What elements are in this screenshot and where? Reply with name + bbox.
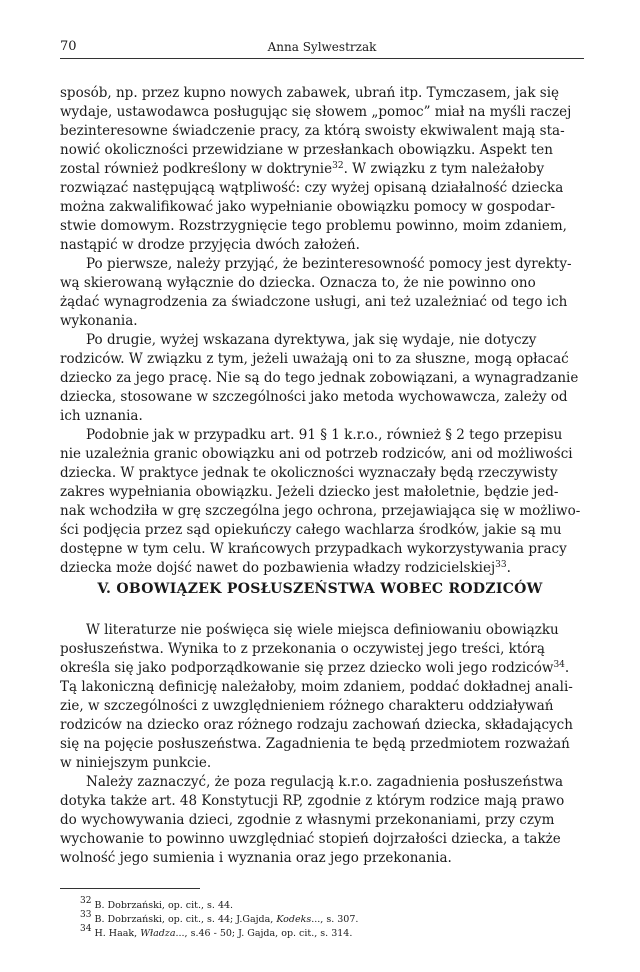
footnote-title: Kodeks: [276, 914, 312, 925]
text-line: do wychowywania dzieci, zgodnie z własnymi przekonaniami, przy czym: [60, 812, 555, 828]
text-fragment: zostal również podkreślony w doktrynie: [60, 161, 333, 177]
footnote-number: 34: [80, 924, 92, 934]
footnote-text: H. Haak,: [94, 928, 141, 939]
text-line: zie, w szczególności z uwzględnieniem różnego charakteru oddziaływań: [60, 698, 554, 714]
footnote-text: B. Dobrzański, op. cit., s. 44; J.Gajda,: [94, 914, 277, 925]
footnote-ref-32: 32: [332, 161, 344, 171]
text-line: ich uznania.: [60, 408, 143, 424]
text-line: Podobnie jak w przypadku art. 91 § 1 k.r.o., również § 2 tego przepisu: [86, 427, 563, 443]
footnote-number: 32: [80, 896, 92, 906]
text-line: [60, 659, 569, 678]
text-line: wolność jego sumienia i wyznania oraz jego przekonania.: [60, 850, 452, 866]
text-fragment: . W związku z tym należałoby: [343, 161, 545, 177]
text-line: nastąpić w drodze przyjęcia dwóch założeń.: [60, 237, 360, 253]
text-line: sposób, np. przez kupno nowych zabawek, ubrań itp. Tymczasem, jak się: [60, 85, 560, 101]
text-line: stwie domowym. Rozstrzygnięcie tego problemu powinno, moim zdaniem,: [60, 218, 567, 234]
footnote-number: 33: [80, 910, 92, 920]
footnote-separator: [60, 888, 200, 889]
text-line: Po pierwsze, należy przyjąć, że bezinteresowność pomocy jest dyrekty-: [86, 256, 572, 272]
footnote: [80, 910, 359, 926]
text-line: dostępne w tym celu. W krańcowych przypadkach wykorzystywania pracy: [60, 541, 567, 557]
page-header: [60, 38, 584, 56]
text-line: rodziców. W związku z tym, jeżeli uważają oni to za słuszne, mogą opłacać: [60, 351, 569, 367]
text-line: Tą lakoniczną definicję należałoby, moim zdaniem, poddać dokładnej anali-: [60, 679, 573, 695]
text-line: nie uzależnia granic obowiązku ani od potrzeb rodziców, ani od możliwości: [60, 446, 573, 462]
text-line: ści podjęcia przez sąd opiekuńczy całego wachlarza środków, jakie są mu: [60, 522, 562, 538]
text-fragment: dziecka może dojść nawet do pozbawienia władzy rodzicielskiej: [60, 560, 496, 576]
footnote-ref-34: 34: [553, 660, 565, 670]
footnote-ref-33: 33: [495, 560, 507, 570]
text-line: w niniejszym punkcie.: [60, 755, 212, 771]
text-line: dotyka także art. 48 Konstytucji RP, zgodnie z którym rodzice mają prawo: [60, 793, 565, 809]
footnote-text: ..., s. 307.: [311, 914, 359, 925]
text-line: wychowanie to powinno uwzględniać stopień dojrzałości dziecka, a także: [60, 831, 561, 847]
text-line: wykonania.: [60, 313, 138, 329]
text-line: rozwiązać następującą wątpliwość: czy wyżej opisaną działalność dziecka: [60, 180, 564, 196]
text-line: zakres wypełniania obowiązku. Jeżeli dziecko jest małoletnie, będzie jed-: [60, 484, 559, 500]
section-heading: V. OBOWIĄZEK POSŁUSZEŃSTWA WOBEC RODZICÓW: [97, 581, 543, 597]
footnote-text: ..., s.46 - 50; J. Gajda, op. cit., s. 314.: [175, 928, 353, 939]
text-line: Po drugie, wyżej wskazana dyrektywa, jak się wydaje, nie dotyczy: [86, 332, 537, 348]
running-title: Anna Sylwestrzak: [267, 40, 377, 54]
text-line: żądać wynagrodzenia za świadczone usługi, ani też uzależniać od tego ich: [60, 294, 568, 310]
text-line: bezinteresowne świadczenie pracy, za którą swoisty ekwiwalent mają sta-: [60, 123, 565, 139]
footnote: [80, 924, 353, 940]
text-line: wą skierowaną wyłącznie do dziecka. Oznacza to, że nie powinno ono: [60, 275, 536, 291]
text-line: dziecka, stosowane w szczególności jako metoda wychowawcza, zależy od: [60, 389, 568, 405]
text-line: Należy zaznaczyć, że poza regulacją k.r.o. zagadnienia posłuszeństwa: [86, 774, 564, 790]
footnote-text: B. Dobrzański, op. cit., s. 44.: [94, 900, 234, 911]
text-line: dziecko za jego pracę. Nie są do tego jednak zobowiązani, a wynagradzanie: [60, 370, 579, 386]
footnote-title: Władza: [140, 928, 176, 939]
footnote: [80, 896, 234, 912]
text-fragment: .: [506, 560, 511, 576]
header-rule: [60, 58, 584, 59]
text-line: wydaje, ustawodawca posługując się słowem „pomoc” miał na myśli raczej: [60, 104, 572, 120]
text-line: nak wchodziła w grę szczególna jego ochrona, przejawiająca się w możliwo-: [60, 503, 581, 519]
text-line: nowić okoliczności przewidziane w przesłankach obowiązku. Aspekt ten: [60, 142, 553, 158]
text-line: [60, 559, 511, 578]
text-line: można zakwalifikować jako wypełnianie obowiązku pomocy w gospodar-: [60, 199, 556, 215]
page-number: 70: [60, 39, 77, 54]
text-line: posłuszeństwa. Wynika to z przekonania o oczywistej jego treści, którą: [60, 641, 545, 657]
text-fragment: określa się jako podporządkowanie się przez dziecko woli jego rodziców: [60, 660, 554, 676]
text-line: rodziców na dziecko oraz różnego rodzaju zachowań dziecka, składających: [60, 717, 573, 733]
text-line: W literaturze nie poświęca się wiele miejsca definiowaniu obowiązku: [86, 622, 559, 638]
text-fragment: .: [564, 660, 570, 676]
text-line: [60, 160, 544, 179]
text-line: dziecka. W praktyce jednak te okoliczności wyznaczały będą rzeczywisty: [60, 465, 558, 481]
text-line: się na pojęcie posłuszeństwa. Zagadnienia te będą przedmiotem rozważań: [60, 736, 570, 752]
